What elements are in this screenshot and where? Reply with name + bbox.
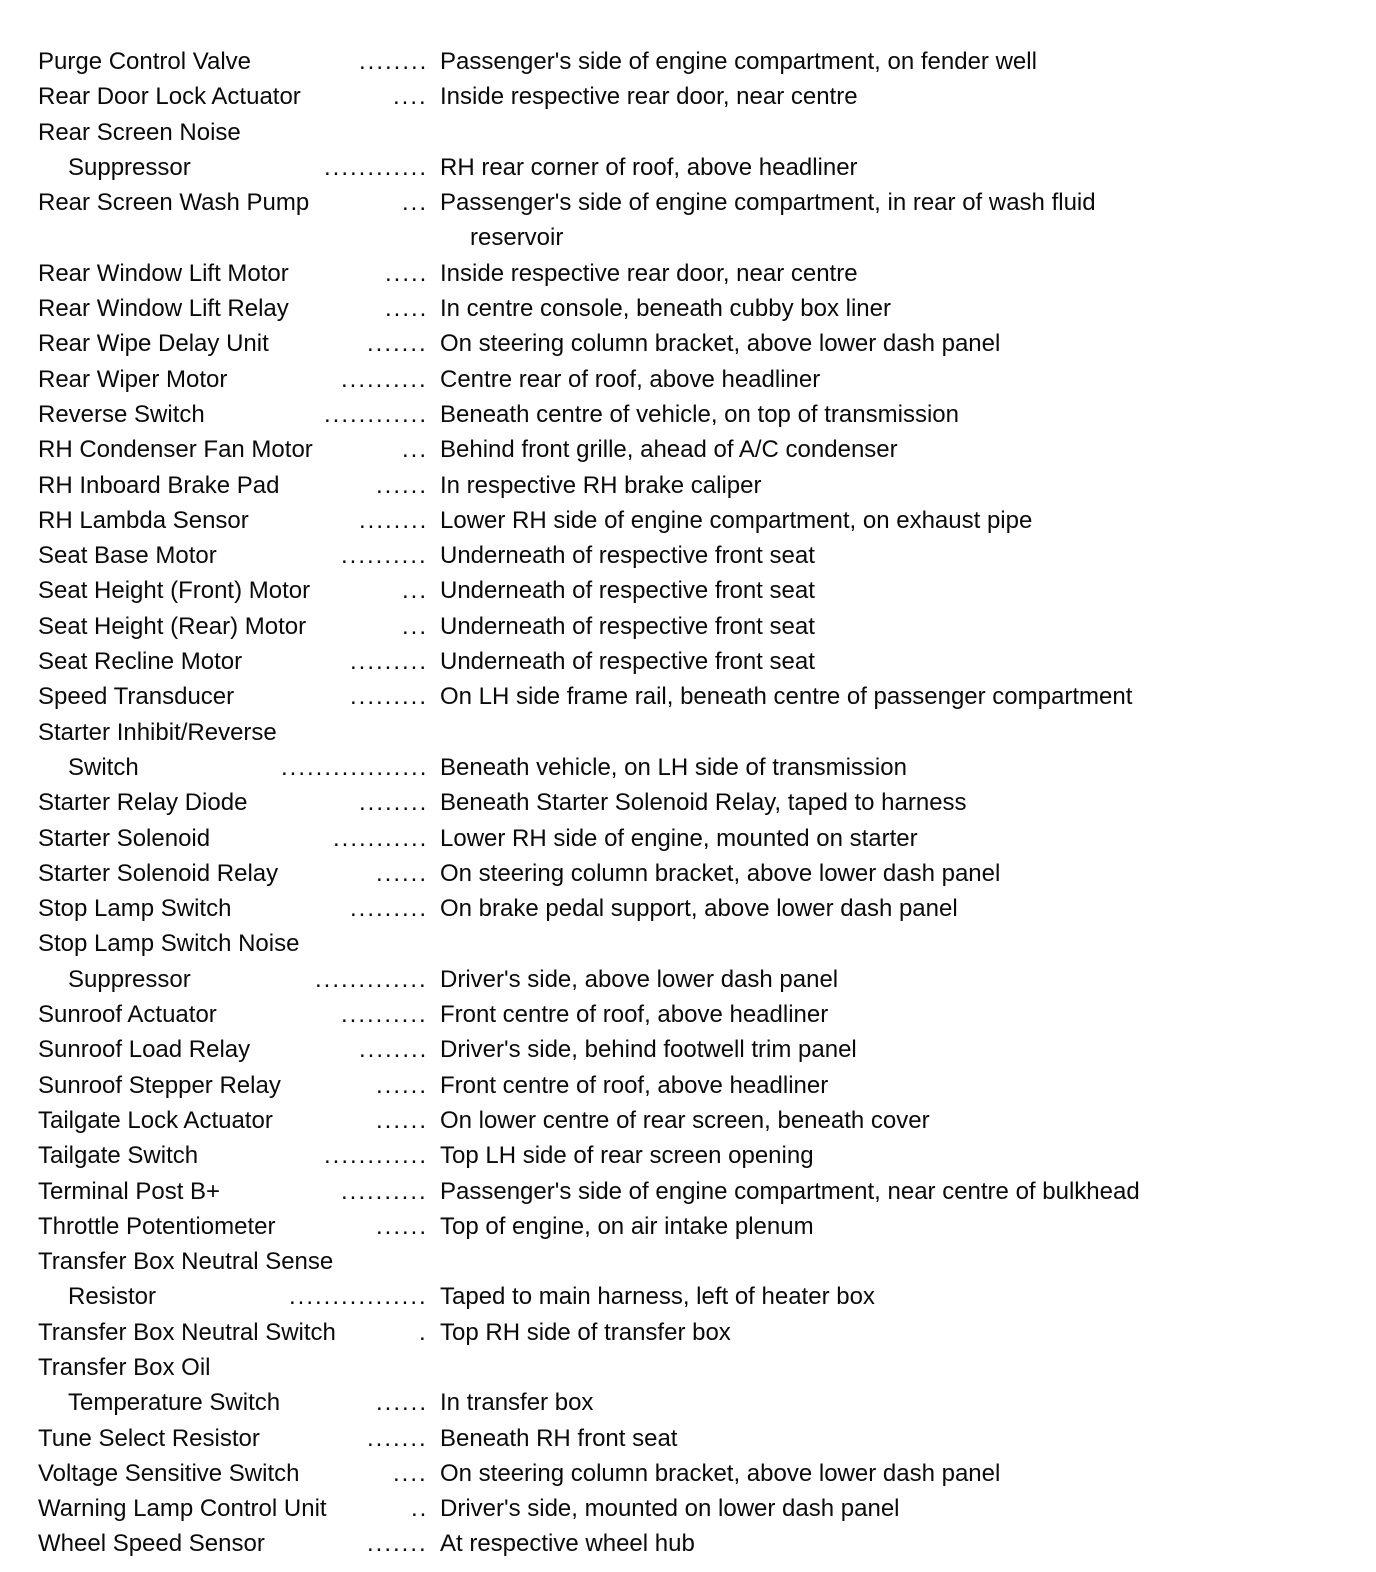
entry-row bbox=[38, 115, 1358, 150]
location-text: On lower centre of rear screen, beneath cover bbox=[440, 1106, 930, 1134]
entry-row bbox=[38, 1421, 1358, 1456]
entry-row bbox=[38, 1032, 1358, 1067]
component-name: Tailgate Switch bbox=[38, 1142, 199, 1170]
entry-row bbox=[38, 609, 1358, 644]
entry-row bbox=[38, 432, 1358, 467]
location-text: Top of engine, on air intake plenum bbox=[440, 1212, 814, 1240]
dot-leader: ... bbox=[402, 612, 429, 640]
location-text: On LH side frame rail, beneath centre of passenger compartment bbox=[440, 683, 1133, 711]
location-text: RH rear corner of roof, above headliner bbox=[440, 153, 858, 181]
component-name: Transfer Box Oil bbox=[38, 1353, 211, 1381]
location-text: Driver's side, above lower dash panel bbox=[440, 965, 839, 993]
location-text: Beneath Starter Solenoid Relay, taped to harness bbox=[440, 789, 967, 817]
entry-row-continuation bbox=[38, 750, 1358, 785]
location-text: Passenger's side of engine compartment, on fender well bbox=[440, 48, 1037, 75]
entry-row bbox=[38, 1174, 1358, 1209]
component-name: Starter Solenoid bbox=[38, 824, 211, 852]
component-name: Seat Recline Motor bbox=[38, 648, 243, 676]
entry-row-continuation bbox=[38, 220, 1358, 255]
location-text: On steering column bracket, above lower dash panel bbox=[440, 330, 1001, 358]
dot-leader: .......... bbox=[341, 1177, 428, 1205]
entry-row bbox=[38, 256, 1358, 291]
component-name: Rear Door Lock Actuator bbox=[38, 83, 301, 111]
component-name: Speed Transducer bbox=[38, 683, 235, 711]
location-text: Underneath of respective front seat bbox=[440, 612, 815, 640]
dot-leader: ........ bbox=[359, 789, 429, 817]
dot-leader: ..... bbox=[385, 259, 429, 287]
entry-row bbox=[38, 326, 1358, 361]
component-name: Rear Window Lift Motor bbox=[38, 259, 289, 287]
entry-row bbox=[38, 362, 1358, 397]
component-name: Stop Lamp Switch Noise bbox=[38, 930, 300, 958]
entry-row bbox=[38, 1350, 1358, 1385]
component-name: Seat Height (Rear) Motor bbox=[38, 612, 307, 640]
dot-leader: ........ bbox=[359, 506, 429, 534]
entry-row bbox=[38, 538, 1358, 573]
entry-row bbox=[38, 79, 1358, 114]
location-text: On brake pedal support, above lower dash panel bbox=[440, 895, 958, 923]
dot-leader: ............ bbox=[324, 153, 429, 181]
location-text: Beneath RH front seat bbox=[440, 1424, 678, 1452]
component-name: Starter Inhibit/Reverse bbox=[38, 718, 277, 746]
component-name: Rear Screen Wash Pump bbox=[38, 189, 310, 217]
component-name: Sunroof Actuator bbox=[38, 1001, 217, 1029]
entry-row bbox=[38, 1244, 1358, 1279]
entry-row bbox=[38, 1068, 1358, 1103]
location-text: Beneath vehicle, on LH side of transmission bbox=[440, 753, 907, 781]
entry-row bbox=[38, 997, 1358, 1032]
entry-row bbox=[38, 1209, 1358, 1244]
component-name: Sunroof Stepper Relay bbox=[38, 1071, 281, 1099]
location-text: On steering column bracket, above lower dash panel bbox=[440, 859, 1001, 887]
dot-leader: ... bbox=[402, 577, 429, 605]
dot-leader: ................ bbox=[289, 1283, 428, 1311]
dot-leader: . bbox=[419, 1318, 428, 1346]
dot-leader: ......... bbox=[350, 683, 429, 711]
location-text: Top LH side of rear screen opening bbox=[440, 1142, 814, 1170]
entry-row bbox=[38, 715, 1358, 750]
component-name: Rear Screen Noise bbox=[38, 118, 241, 146]
location-text: Beneath centre of vehicle, on top of transmission bbox=[440, 400, 959, 428]
component-name: Transfer Box Neutral Switch bbox=[38, 1318, 336, 1346]
dot-leader: ...... bbox=[376, 1106, 429, 1134]
dot-leader: ......... bbox=[350, 648, 429, 676]
component-name: RH Lambda Sensor bbox=[38, 506, 249, 534]
location-text: Top RH side of transfer box bbox=[440, 1318, 731, 1346]
dot-leader: ........ bbox=[359, 1036, 429, 1064]
dot-leader: ...... bbox=[376, 859, 429, 887]
component-name: Rear Wipe Delay Unit bbox=[38, 330, 269, 358]
dot-leader: ... bbox=[402, 436, 429, 464]
component-name: Transfer Box Neutral Sense bbox=[38, 1248, 334, 1276]
dot-leader: ............ bbox=[324, 400, 429, 428]
dot-leader: ....... bbox=[367, 1424, 428, 1452]
component-name: RH Condenser Fan Motor bbox=[38, 436, 313, 464]
location-text: Taped to main harness, left of heater box bbox=[440, 1283, 875, 1311]
component-name: Reverse Switch bbox=[38, 400, 205, 428]
entry-row bbox=[38, 1103, 1358, 1138]
component-name-continued: Switch bbox=[68, 753, 139, 781]
entry-row bbox=[38, 573, 1358, 608]
dot-leader: ....... bbox=[367, 1530, 428, 1558]
entry-row bbox=[38, 785, 1358, 820]
entry-row bbox=[38, 44, 1358, 79]
location-text: Underneath of respective front seat bbox=[440, 542, 815, 570]
entry-row bbox=[38, 185, 1358, 220]
entry-row bbox=[38, 891, 1358, 926]
dot-leader: ........... bbox=[333, 824, 429, 852]
location-text: Lower RH side of engine, mounted on starter bbox=[440, 824, 918, 852]
entry-row bbox=[38, 1315, 1358, 1350]
dot-leader: ...... bbox=[376, 1212, 429, 1240]
location-text: Driver's side, behind footwell trim panel bbox=[440, 1036, 857, 1064]
component-name: Purge Control Valve bbox=[38, 48, 251, 75]
component-name-continued: Temperature Switch bbox=[68, 1389, 281, 1417]
component-name-continued: Suppressor bbox=[68, 965, 191, 993]
entry-row bbox=[38, 821, 1358, 856]
entry-row bbox=[38, 1456, 1358, 1491]
location-text: Front centre of roof, above headliner bbox=[440, 1001, 829, 1029]
entry-row bbox=[38, 856, 1358, 891]
location-text: Lower RH side of engine compartment, on exhaust pipe bbox=[440, 506, 1033, 534]
component-name: Seat Base Motor bbox=[38, 542, 217, 570]
dot-leader: ..... bbox=[385, 295, 429, 323]
dot-leader: .......... bbox=[341, 1001, 428, 1029]
location-text: At respective wheel hub bbox=[440, 1530, 695, 1558]
entry-row bbox=[38, 644, 1358, 679]
dot-leader: ....... bbox=[367, 330, 428, 358]
entry-row bbox=[38, 1491, 1358, 1526]
component-name: Starter Relay Diode bbox=[38, 789, 248, 817]
dot-leader: .. bbox=[411, 1495, 429, 1523]
component-location-list bbox=[38, 44, 1358, 1562]
entry-row bbox=[38, 1138, 1358, 1173]
entry-row bbox=[38, 468, 1358, 503]
dot-leader: ... bbox=[402, 189, 429, 217]
location-text-continued: reservoir bbox=[470, 224, 564, 252]
component-name-continued: Suppressor bbox=[68, 153, 191, 181]
location-text: Passenger's side of engine compartment, in rear of wash fluid bbox=[440, 189, 1096, 217]
dot-leader: .......... bbox=[341, 542, 428, 570]
entry-row bbox=[38, 291, 1358, 326]
dot-leader: ...... bbox=[376, 1389, 429, 1417]
component-name: Starter Solenoid Relay bbox=[38, 859, 279, 887]
dot-leader: ...... bbox=[376, 1071, 429, 1099]
dot-leader: ...... bbox=[376, 471, 429, 499]
entry-row-continuation bbox=[38, 962, 1358, 997]
component-name: Rear Wiper Motor bbox=[38, 365, 228, 393]
entry-row bbox=[38, 926, 1358, 961]
entry-row bbox=[38, 1526, 1358, 1561]
dot-leader: ............. bbox=[315, 965, 428, 993]
entry-row-continuation bbox=[38, 1279, 1358, 1314]
entry-row bbox=[38, 397, 1358, 432]
dot-leader: ......... bbox=[350, 895, 429, 923]
location-text: Front centre of roof, above headliner bbox=[440, 1071, 829, 1099]
component-name: Sunroof Load Relay bbox=[38, 1036, 251, 1064]
component-name: Tune Select Resistor bbox=[38, 1424, 260, 1452]
entry-row bbox=[38, 503, 1358, 538]
component-name: Wheel Speed Sensor bbox=[38, 1530, 265, 1558]
location-text: Underneath of respective front seat bbox=[440, 577, 815, 605]
location-text: In centre console, beneath cubby box liner bbox=[440, 295, 891, 323]
entry-row-continuation bbox=[38, 1385, 1358, 1420]
component-name: Throttle Potentiometer bbox=[38, 1212, 276, 1240]
dot-leader: ........ bbox=[359, 48, 429, 75]
location-text: In respective RH brake caliper bbox=[440, 471, 762, 499]
entry-row-continuation bbox=[38, 150, 1358, 185]
entry-row bbox=[38, 679, 1358, 714]
dot-leader: .... bbox=[393, 1459, 428, 1487]
dot-leader: .... bbox=[393, 83, 428, 111]
component-name: Seat Height (Front) Motor bbox=[38, 577, 311, 605]
location-text: Underneath of respective front seat bbox=[440, 648, 815, 676]
component-name: Tailgate Lock Actuator bbox=[38, 1106, 273, 1134]
location-text: On steering column bracket, above lower dash panel bbox=[440, 1459, 1001, 1487]
dot-leader: .......... bbox=[341, 365, 428, 393]
component-name-continued: Resistor bbox=[68, 1283, 157, 1311]
component-name: Stop Lamp Switch bbox=[38, 895, 232, 923]
location-text: Passenger's side of engine compartment, near centre of bulkhead bbox=[440, 1177, 1140, 1205]
location-text: In transfer box bbox=[440, 1389, 594, 1417]
location-text: Driver's side, mounted on lower dash panel bbox=[440, 1495, 900, 1523]
dot-leader: ................. bbox=[281, 753, 429, 781]
component-name: Warning Lamp Control Unit bbox=[38, 1495, 327, 1523]
component-name: RH Inboard Brake Pad bbox=[38, 471, 280, 499]
component-name: Rear Window Lift Relay bbox=[38, 295, 289, 323]
dot-leader: ............ bbox=[324, 1142, 429, 1170]
component-name: Voltage Sensitive Switch bbox=[38, 1459, 300, 1487]
location-text: Centre rear of roof, above headliner bbox=[440, 365, 821, 393]
component-name: Terminal Post B+ bbox=[38, 1177, 221, 1205]
location-text: Inside respective rear door, near centre bbox=[440, 259, 858, 287]
location-text: Behind front grille, ahead of A/C condenser bbox=[440, 436, 898, 464]
location-text: Inside respective rear door, near centre bbox=[440, 83, 858, 111]
